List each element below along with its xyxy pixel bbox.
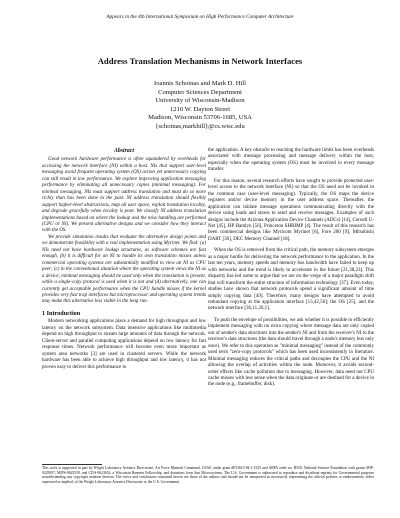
body-paragraph: the application. A key obstacle to reaching the hardware limits has been overheads associated with message processing and message delivery within the host, especially when the operating system (OS) must be involved in every message transfer. xyxy=(208,148,374,173)
author-street: 1210 W. Dayton Street xyxy=(169,105,231,113)
author-university: University of Wisconsin-Madison xyxy=(155,97,245,105)
abstract-paragraph: Good network hardware performance is often squandered by overheads for accessing the network interface (NI) within a host. NIs that support user-level messaging avoid frequent operating system (OS) action yet unnecessary copying can still result in low performance. We explore improving application messaging performance by eliminating all unnecessary copies (minimal messaging). For minimal messaging, NIs must support address translation and must do so more richly than has been done in the past. NI address translation should flexibly support higher-level abstractions, map all user space, exploit translation locality, and degrade gracefully when locality is poor. We classify NI address translation implementations based on where the lookup and the miss handling are performed (CPU or NI). We present alternative designs and we consider how they interact with the OS. xyxy=(42,157,206,234)
author-email[interactable]: {schoinas,markhill}@cs.wisc.edu xyxy=(155,122,245,130)
conference-header: Appears in the 4th International Symposium on High Performance Computer Architecture xyxy=(106,14,294,20)
paper-title: Address Translation Mechanisms in Network Interfaces xyxy=(97,56,303,66)
left-column xyxy=(42,148,206,371)
abstract-heading: Abstract xyxy=(114,148,134,154)
author-block xyxy=(0,80,400,132)
body-paragraph: When the OS is removed from the critical path, the memory subsystem emerges as a major hurdle for delivering the network performance to the application. In the last ten years, memory speeds and memory bus bandwidth have failed to keep up with networks and the trend is likely to accelerate in the future [21,38,23]. This disparity has led some to argue that we are on the verge of a major paradigm shift that will transform the entire structure of information technology [37]. Even today, studies have shown that network protocols spend a significant amount of time simply copying data [49]. Therefore, many designs have attempted to avoid redundant copying at the application interface [13,42,56]; the OS [25], and the network interface [36,11,26,1]. xyxy=(208,248,375,312)
abstract xyxy=(42,148,206,306)
body-paragraph: To push the envelope of possibilities, we ask whether it is possible to efficiently implement messaging with no extra copying where message data are only copied out of sender's data structures into the sender's NI and from the receiver's NI to the receiver's data structures (the data should travel through a node's memory bus only once). We refer to this operation as "minimal messaging" instead of the commonly used term "zero-copy protocols" which has been used inconsistently in literature. Minimal messaging reduces the critical paths and decouples the CPU and the NI allowing the overlap of activities within the node. Moreover, it avoids second-order effects like cache pollution due to messaging. However, data need not CPU cache misses with less sense when the data originate or are destined for a device in the node (e.g., framebuffer, disk). xyxy=(208,317,374,388)
author-names: Ioannis Schoinas and Mark D. Hill xyxy=(154,80,246,87)
body-paragraph: Modern networking applications place a demand for high throughput and low latency on the network subsystem. Data intensive applications like multimedia depend on high throughput to stream large amounts of data through the network. Client-server and parallel computing applications depend on low latency for fast response times. Network performance will become even more important as system area networks [3] are used in clustered servers. While the network hardware has been able to achieve high throughput and low latency, it has not proven easy to deliver this performance to xyxy=(42,319,206,370)
footnote-divider xyxy=(42,464,102,465)
abstract-paragraph: We provide simulation results that evaluate the alternative design points and we demonstrate feasibility with a real implementation using Myrinet. We find: (a) NIs need not have hardware lookup structures, as software schemes are fast enough, (b) it is difficult for an NI to handle its own translation misses unless commercial operating systems are substantially modified to view an NI as CPU peer; (c) in the conventional situation where the operating system views the NI as a device, minimal messaging should be used only when the translation is present, while a single-copy protocol is used when it is not and (d) alternatively, one can currently get acceptable performance when the CPU handle misses if the kernel provides very fast trap interfaces but microprocessor and operating system trends may make this alternative less viable in the long run. xyxy=(42,234,206,305)
body-paragraph: For this reason, several research efforts have sought to provide protected user-level access to the network interface (NI) so that the OS need not be invoked in the common case (user-level messaging). Typically, the OS maps the device registers and/or device memory in the user address space. Thereafter, the application can initiate message operations communicating directly with the device using loads and stores to send and receive messages. Examples of such designs include the Arizona Application Device Channels (ADCs) [14], Cornell U-Net [45], HP Hamlyn [56], Princeton SHRIMP [4]. The result of this research has been commercial designs like Myricom Myrinet [6], Fore 200 [9], Mitsubishi DART [36], DEC Memory Channel [18]. xyxy=(208,178,374,242)
author-department: Computer Sciences Department xyxy=(158,88,242,96)
section-heading: 1 Introduction xyxy=(42,309,81,317)
author-city: Madison, Wisconsin 53706-1685, USA xyxy=(148,114,252,122)
right-column xyxy=(208,148,374,389)
footnote: This work is supported in part by Wright Laboratory Avionics Directorate, Air Force Materiel Command, USAF, under grant #F33615-94-1-1525 and ARPA order no. B550, National Science Foundation with grants MIP-9225097, MIPS-9625558, and CDA-9623632, a Wisconsin Romnes Fellowship, and donations from Sun Microsystems. The U.S. Government is authorized to reproduce and distribute reprints for Governmental purposes notwithstanding any copyright notation thereon. The views and conclusions contained herein are those of the authors and should not be interpreted as necessarily representing the official policies or endorsements, either expressed or implied, of the Wright Laboratory Avionics Directorate or the U.S. Government. xyxy=(42,466,374,484)
